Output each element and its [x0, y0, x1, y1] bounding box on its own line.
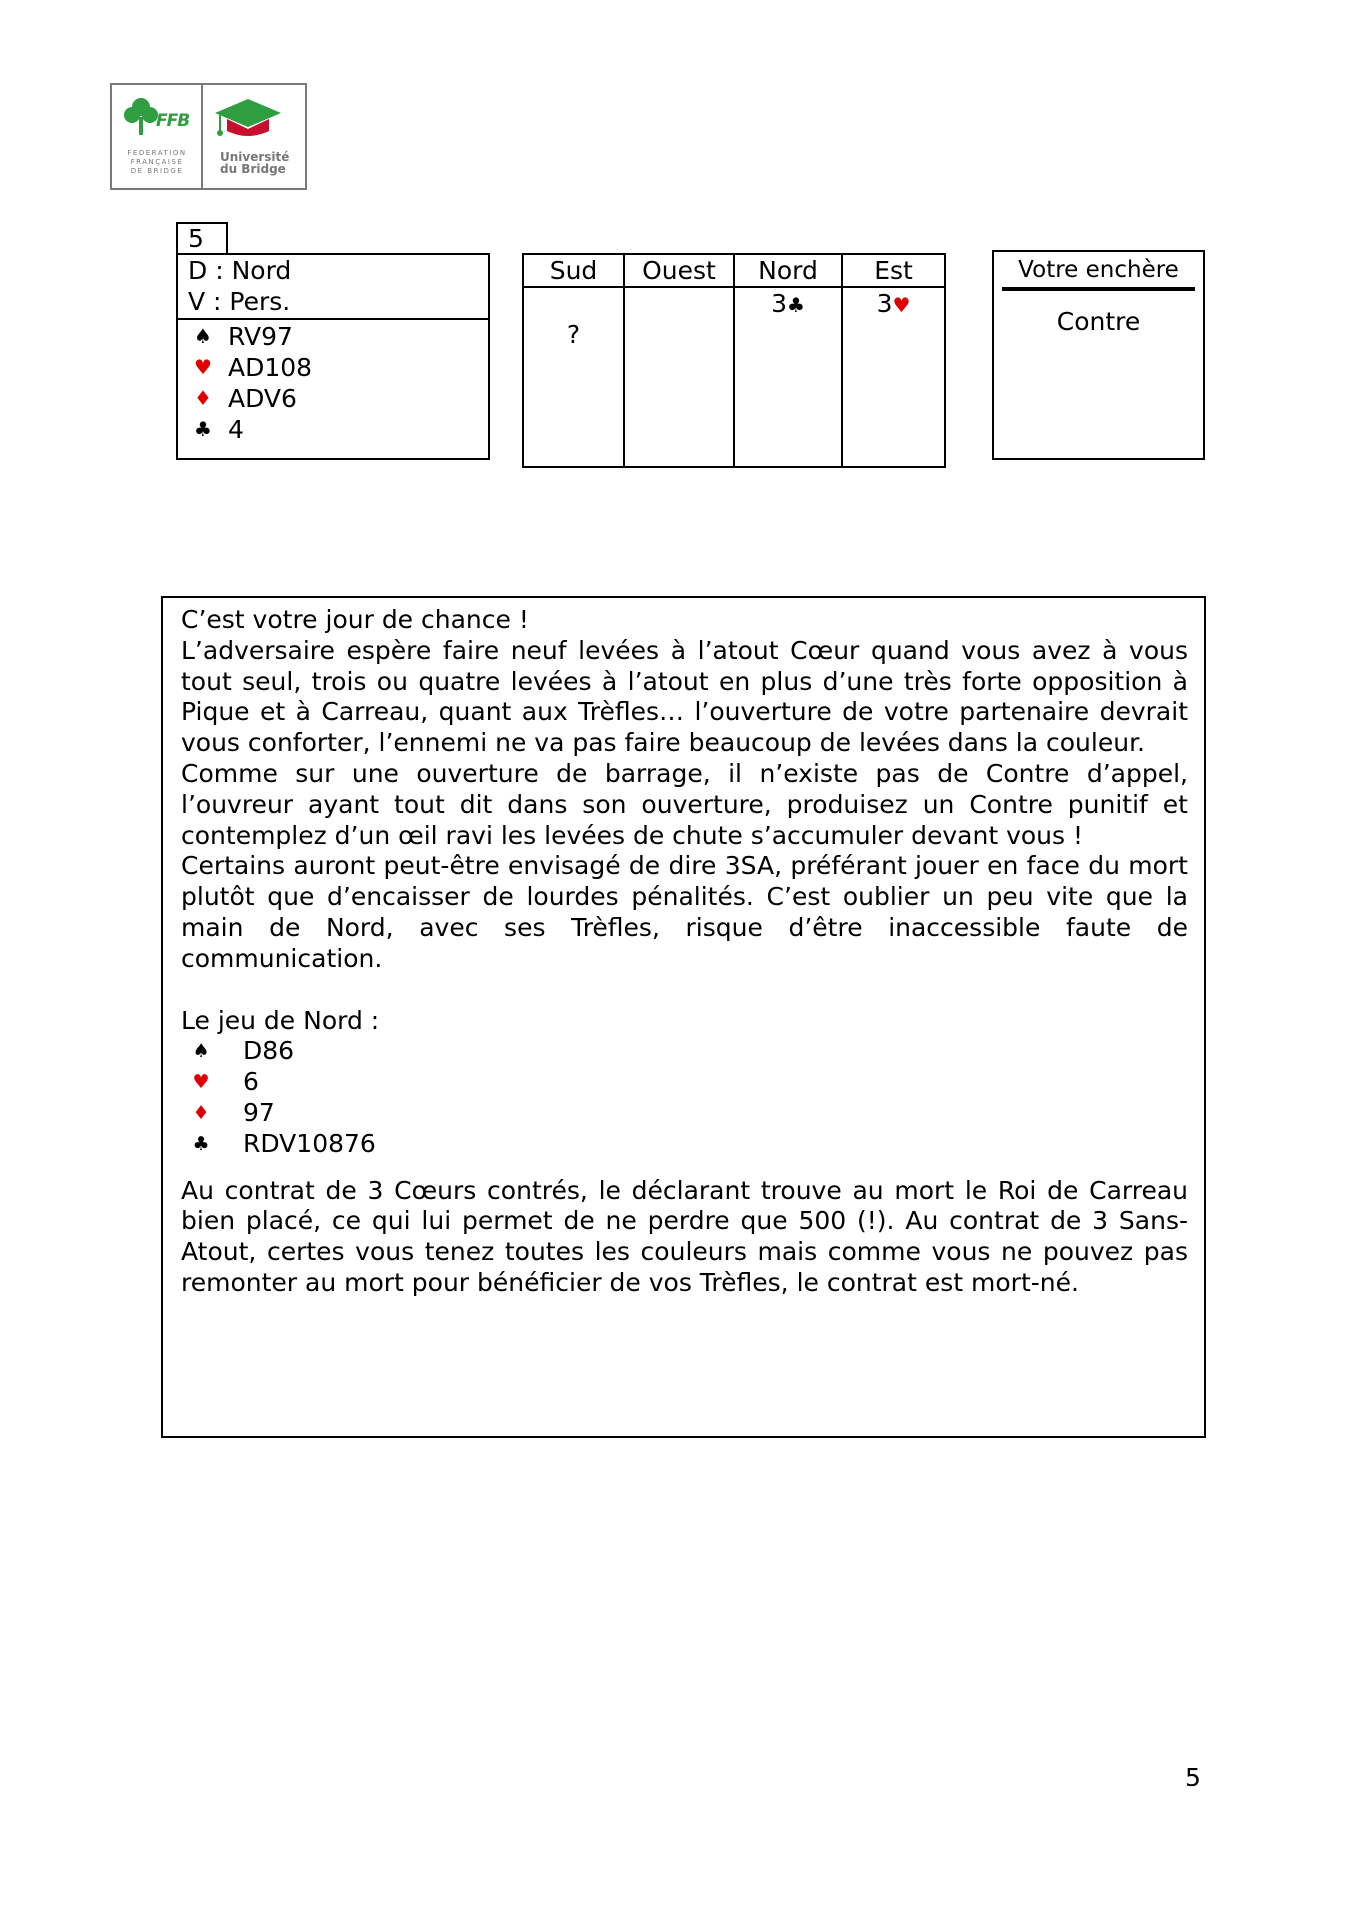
bid-column-nord	[734, 287, 842, 467]
bid-question: ?	[566, 320, 581, 349]
club-icon: ♣	[192, 1132, 210, 1155]
spade-icon: ♠	[192, 1040, 210, 1063]
university-text: Université du Bridge	[220, 150, 290, 176]
diamond-icon: ♦	[194, 386, 212, 410]
spade-cards: RV97	[228, 322, 293, 351]
bid-column-ouest	[624, 287, 734, 467]
bid-3-hearts: 3♥	[876, 289, 911, 318]
north-hand-title: Le jeu de Nord :	[181, 1005, 380, 1035]
deal-number: 5	[176, 222, 228, 254]
south-hand-box	[176, 253, 490, 460]
spade-line	[178, 321, 488, 352]
north-heart-cards: 6	[243, 1067, 259, 1097]
university-logo	[203, 85, 305, 188]
answer-box	[992, 250, 1205, 460]
diamond-icon: ♦	[192, 1101, 210, 1124]
comment-intro: C’est votre jour de chance !	[181, 605, 529, 634]
answer-title: Votre enchère	[1002, 255, 1195, 291]
page-number: 5	[1185, 1763, 1201, 1792]
bid-3-clubs: 3♣	[771, 289, 805, 318]
hand-cards	[178, 320, 488, 445]
federation-text: FEDERATION FRANÇAISE DE BRIDGE	[127, 149, 187, 175]
bid-column-sud	[523, 287, 624, 467]
header-sud: Sud	[523, 254, 624, 287]
dealer: D : Nord	[188, 256, 292, 285]
club-line	[178, 414, 488, 445]
north-spade-line	[181, 1036, 1188, 1067]
comment-paragraph-2: Comme sur une ouverture de barrage, il n’existe pas de Contre d’appel, l’ouvreur ayant tout dit dans son ouverture, produisez un Contre punitif et contemplez d’un œil ravi les levées de chute s’accumuler devant vous !	[181, 758, 1188, 850]
club-icon: ♣	[194, 417, 212, 441]
ffb-letters: FFB	[156, 111, 190, 131]
bid-column-est	[842, 287, 945, 467]
bidding-body-row	[523, 287, 945, 467]
heart-icon: ♥	[192, 1071, 210, 1094]
north-diamond-cards: 97	[243, 1097, 275, 1127]
north-heart-line	[181, 1067, 1188, 1098]
comment-paragraph-1: L’adversaire espère faire neuf levées à l’atout Cœur quand vous avez à vous tout seul, trois ou quatre levées à l’atout en plus d’une très forte opposition à Pique et à Carreau, quant aux Trèfles… l’ouverture de votre partenaire devrait vous conforter, l’ennemi ne va pas faire beaucoup de levées dans la couleur.	[181, 635, 1188, 758]
hand-header	[178, 255, 488, 320]
north-spade-cards: D86	[243, 1036, 295, 1066]
bidding-header-row	[523, 254, 945, 287]
answer-value: Contre	[1056, 307, 1141, 336]
north-club-line	[181, 1129, 1188, 1160]
club-cards: 4	[228, 415, 244, 444]
heart-icon: ♥	[194, 355, 212, 379]
heart-cards: AD108	[228, 353, 313, 382]
north-diamond-line	[181, 1098, 1188, 1129]
comment-box	[161, 596, 1206, 1438]
bidding-table	[522, 253, 946, 468]
header-ouest: Ouest	[624, 254, 734, 287]
heart-line	[178, 352, 488, 383]
vulnerability: V : Pers.	[188, 287, 291, 316]
north-club-cards: RDV10876	[243, 1128, 376, 1158]
header-nord: Nord	[734, 254, 842, 287]
diamond-line	[178, 383, 488, 414]
graduation-cap-icon	[213, 97, 283, 145]
comment-paragraph-3: Certains auront peut-être envisagé de dire 3SA, préférant jouer en face du mort plutôt que d’encaisser de lourdes pénalités. C’est oublier un peu vite que la main de Nord, avec ses Trèfles, risque d’être inaccessible faute de communication.	[181, 851, 1188, 973]
header-est: Est	[842, 254, 945, 287]
comment-paragraph-4: Au contrat de 3 Cœurs contrés, le déclarant trouve au mort le Roi de Carreau bien placé, ce qui lui permet de ne perdre que 500 (!). Au contrat de 3 Sans-Atout, certes vous tenez toutes les couleurs mais comme vous ne pouvez pas remonter au mort pour bénéficier de vos Trèfles, le contrat est mort-né.	[181, 1175, 1188, 1297]
tree-icon	[124, 97, 158, 137]
diamond-cards: ADV6	[228, 384, 297, 413]
ffb-logo	[112, 85, 203, 188]
logo	[110, 83, 307, 190]
spade-icon: ♠	[194, 324, 212, 348]
